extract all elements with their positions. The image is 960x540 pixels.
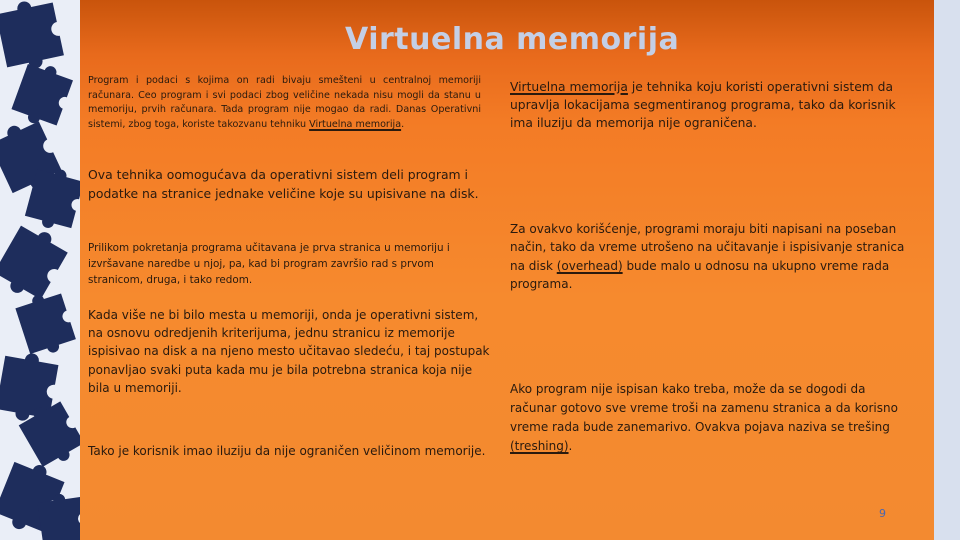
loading-paragraph: Prilikom pokretanja programa učitavana je prva stranica u memoriju i izvršavane naredbe u njoj, pa, kad bi program završio rad s prvom stranicom, druga, i tako redom. — [88, 242, 450, 286]
intro-paragraph — [88, 74, 481, 132]
paging-paragraph: Ova tehnika oomogućava da operativni sistem deli program i podatke na stranice jednake veličine koje su upisivane na disk. — [88, 167, 479, 201]
illusion-paragraph: Tako je korisnik imao iluziju da nije ograničen veličinom memorije. — [88, 444, 486, 458]
overhead-paragraph — [510, 220, 920, 293]
swap-paragraph: Kada više ne bi bilo mesta u memoriji, onda je operativni sistem, na osnovu odredjenih kriterijuma, jednu stranicu iz memorije ispisivao na disk a na njeno mesto učitavao sledeću, i taj postupak ponavljao svaki puta kada mu je bila potrebna stranica koja nije bila u memoriji. — [88, 308, 490, 395]
right-margin-band — [934, 0, 960, 540]
thrashing-end: . — [568, 439, 573, 453]
puzzle-piece-icon — [0, 0, 80, 540]
page-number: 9 — [879, 507, 886, 520]
intro-end: . — [401, 118, 405, 130]
overhead-text: Za ovakvo korišćenje, programi moraju biti napisani na poseban način, tako da vreme utrošeno na učitavanje i ispisivanje stranica na disk — [510, 222, 905, 273]
virtual-memory-link[interactable]: Virtuelna memorija — [309, 118, 402, 130]
puzzle-decoration-band — [0, 0, 80, 540]
thrashing-term: (treshing) — [510, 439, 569, 453]
virtual-memory-term[interactable]: Virtuelna memorija — [510, 80, 628, 94]
definition-paragraph — [510, 78, 915, 133]
definition-text: je tehnika koju koristi operativni sistem da upravlja lokacijama segmentiranog programa, tako da korisnik ima iluziju da memorija nije ograničena. — [510, 80, 896, 131]
intro-text: Program i podaci s kojima on radi bivaju smešteni u centralnoj memoriji računara. Ceo program i svi podaci zbog veličine nekada nisu mogli da stanu u memoriju, prvih računara. Tada program nije mogao da radi. Danas Operativni sistemi, zbog toga, koriste takozvanu tehniku — [88, 75, 481, 130]
thrashing-paragraph — [510, 380, 905, 456]
overhead-term: (overhead) — [556, 258, 623, 273]
overhead-text-end: bude malo u odnosu na ukupno vreme rada programa. — [510, 258, 890, 291]
slide-title: Virtuelna memorija — [345, 22, 680, 57]
thrashing-text: Ako program nije ispisan kako treba, može da se dogodi da računar gotovo sve vreme troši na zamenu stranica a da korisno vreme rada bude zanemarivo. Ovakva pojava naziva se trešing — [510, 382, 898, 434]
